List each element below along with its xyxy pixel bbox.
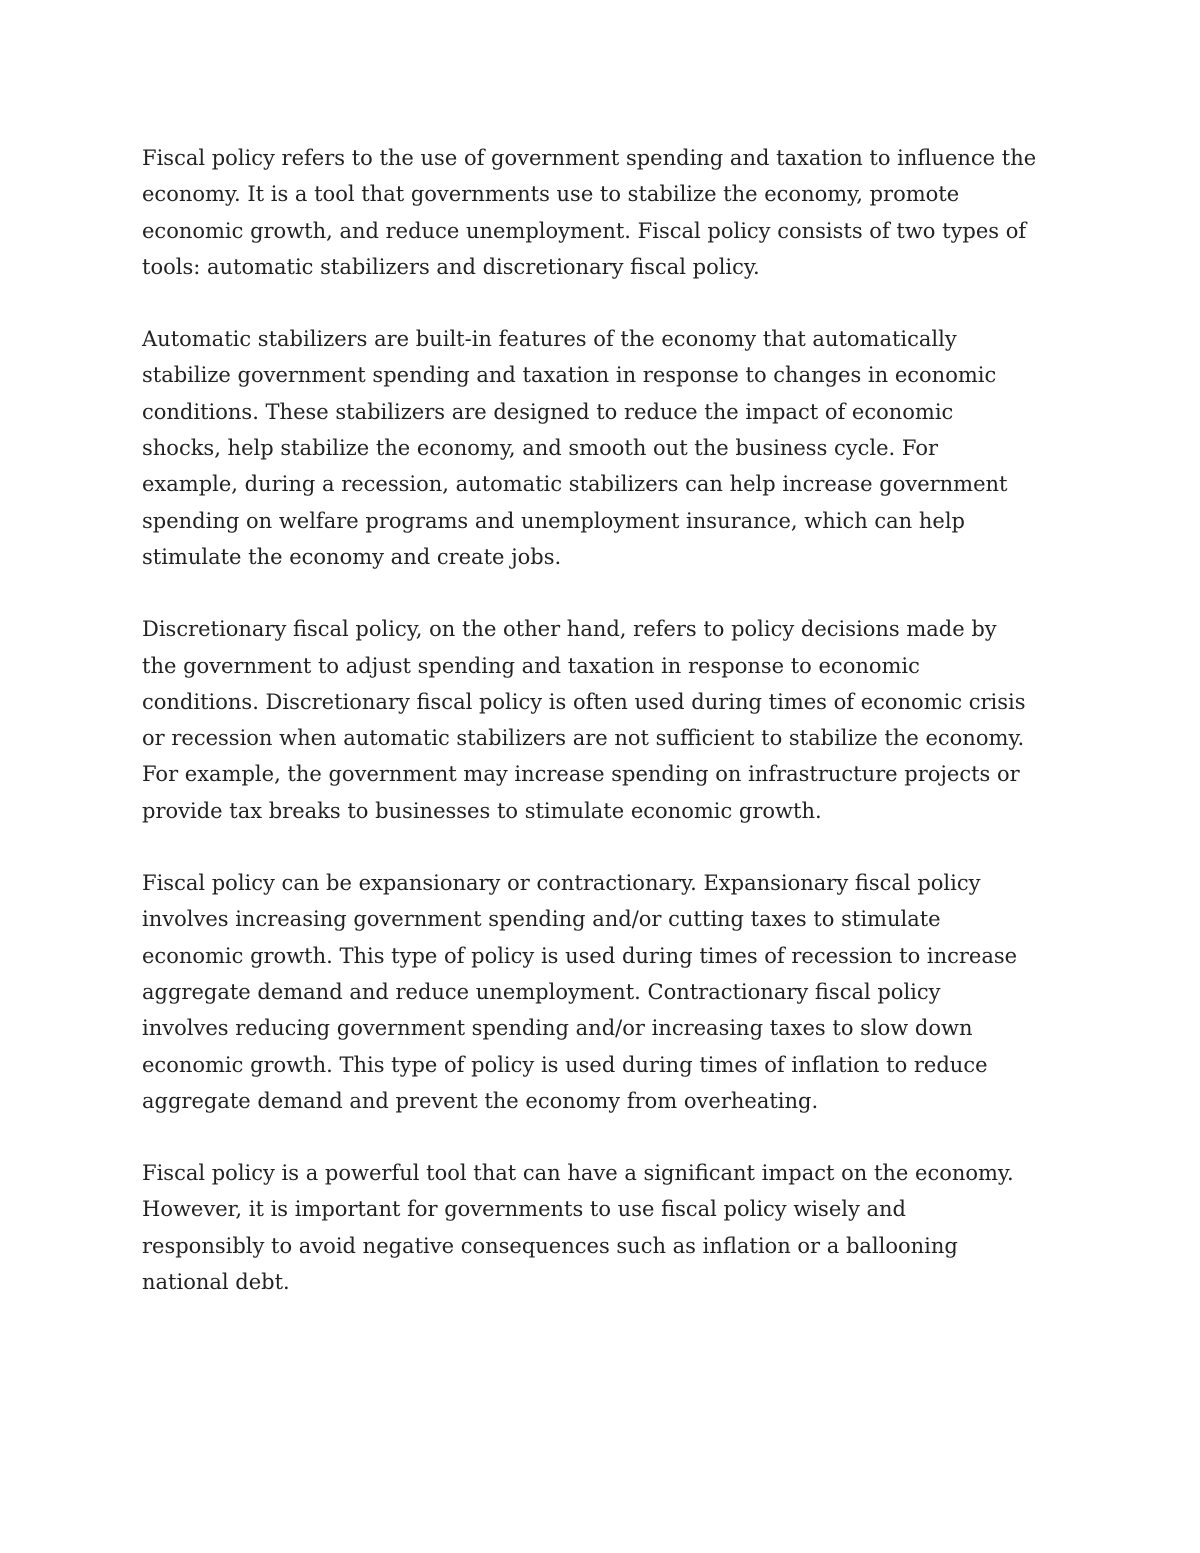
paragraph-fiscal-policy-intro (142, 140, 1072, 285)
text-line: Automatic stabilizers are built-in features of the economy that automatically (142, 327, 957, 352)
text-line: stimulate the economy and create jobs. (142, 544, 562, 569)
text-line: the government to adjust spending and taxation in response to economic (142, 653, 920, 678)
paragraph-conclusion (142, 1155, 1072, 1300)
text-line: conditions. These stabilizers are designed to reduce the impact of economic (142, 399, 954, 424)
text-line: tools: automatic stabilizers and discretionary fiscal policy. (142, 254, 760, 279)
text-line: stabilize government spending and taxation in response to changes in economic (142, 363, 997, 388)
text-line: or recession when automatic stabilizers are not sufficient to stabilize the economy. (142, 726, 1025, 751)
text-line: For example, the government may increase spending on infrastructure projects or (142, 762, 1020, 787)
text-line: Discretionary fiscal policy, on the other hand, refers to policy decisions made by (142, 617, 997, 642)
text-line: However, it is important for governments to use fiscal policy wisely and (142, 1197, 906, 1222)
text-line: example, during a recession, automatic stabilizers can help increase government (142, 472, 1008, 497)
text-line: responsibly to avoid negative consequences such as inflation or a ballooning (142, 1233, 958, 1258)
document-body (142, 140, 1072, 1336)
text-line: shocks, help stabilize the economy, and smooth out the business cycle. For (142, 436, 939, 461)
text-line: aggregate demand and prevent the economy from overheating. (142, 1088, 819, 1113)
paragraph-expansionary-contractionary (142, 865, 1072, 1119)
text-line: involves reducing government spending and/or increasing taxes to slow down (142, 1016, 973, 1041)
text-line: provide tax breaks to businesses to stimulate economic growth. (142, 798, 822, 823)
text-line: national debt. (142, 1270, 290, 1295)
paragraph-discretionary-policy (142, 611, 1072, 829)
text-line: involves increasing government spending and/or cutting taxes to stimulate (142, 907, 941, 932)
text-line: spending on welfare programs and unemployment insurance, which can help (142, 508, 965, 533)
text-line: Fiscal policy can be expansionary or contractionary. Expansionary fiscal policy (142, 871, 981, 896)
text-line: Fiscal policy is a powerful tool that can have a significant impact on the economy. (142, 1161, 1014, 1186)
text-line: economic growth. This type of policy is used during times of recession to increase (142, 943, 1018, 968)
text-line: economic growth, and reduce unemployment. Fiscal policy consists of two types of (142, 218, 1027, 243)
text-line: aggregate demand and reduce unemployment. Contractionary fiscal policy (142, 979, 941, 1004)
paragraph-automatic-stabilizers (142, 321, 1072, 575)
text-line: economic growth. This type of policy is used during times of inflation to reduce (142, 1052, 988, 1077)
text-line: conditions. Discretionary fiscal policy is often used during times of economic crisis (142, 689, 1026, 714)
text-line: economy. It is a tool that governments use to stabilize the economy, promote (142, 182, 960, 207)
text-line: Fiscal policy refers to the use of government spending and taxation to influence the (142, 146, 1037, 170)
